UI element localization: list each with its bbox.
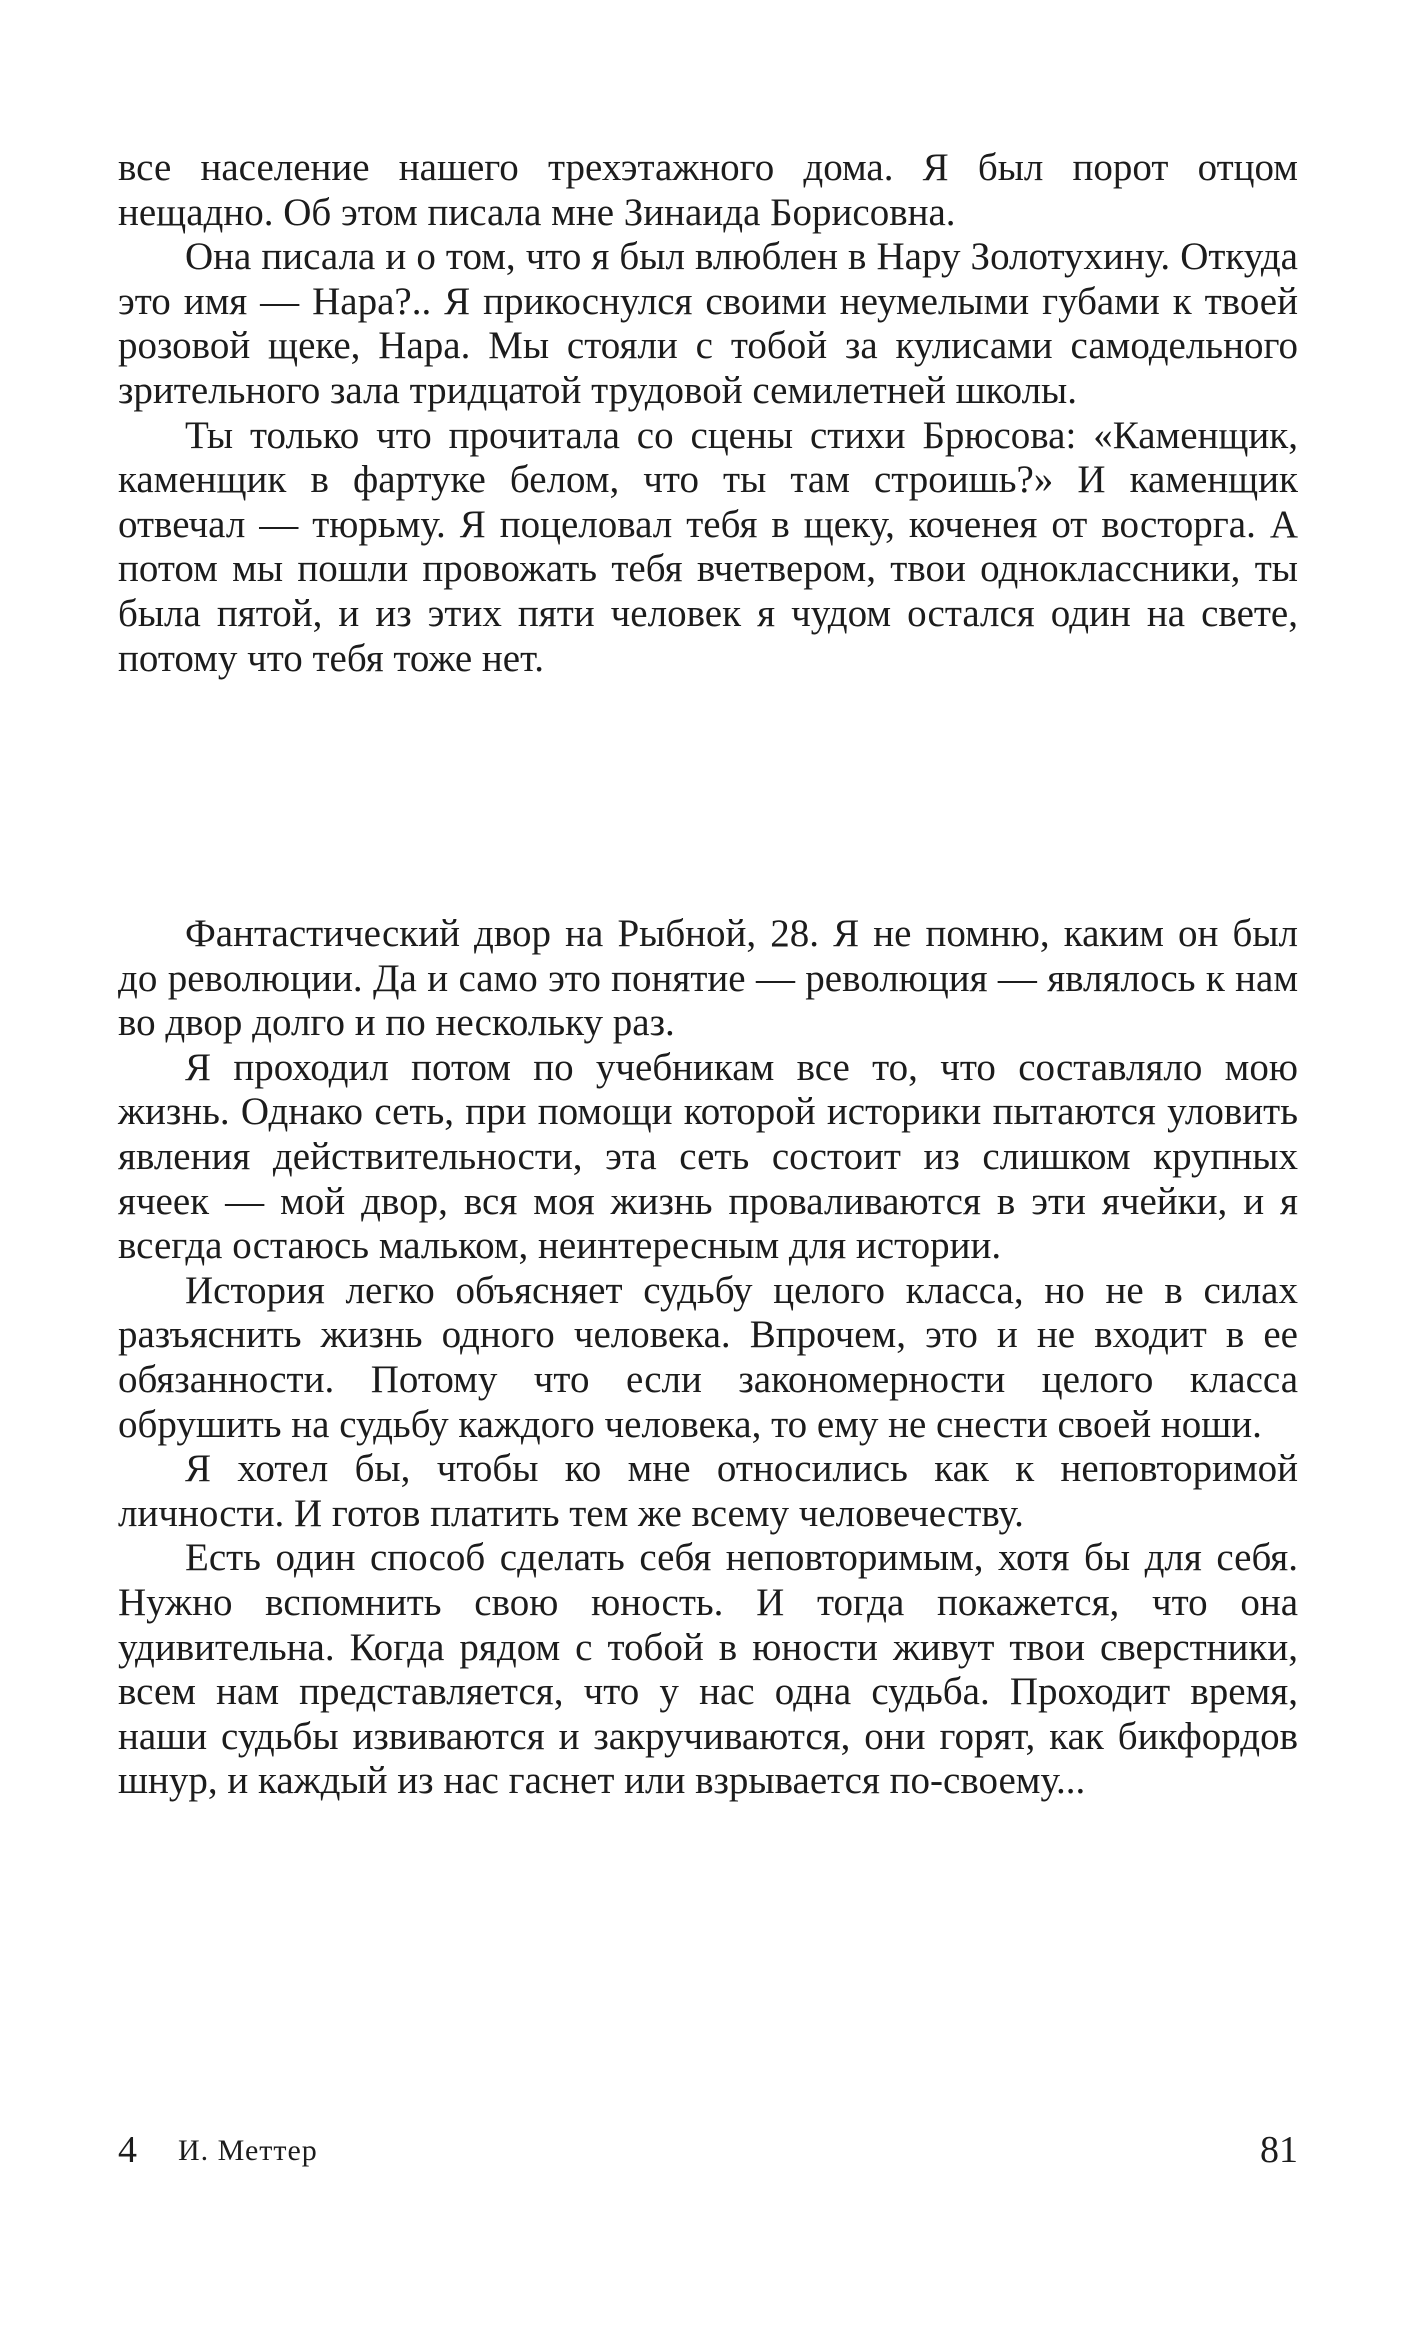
paragraph: История легко объясняет судьбу целого класса, но не в силах разъяснить жизнь одного человека. Впрочем, это и не входит в ее обязанности. Потому что если закономерности целого класса обрушить на судьбу каждого человека, то ему не снести своей ноши.: [118, 1268, 1298, 1446]
paragraph: Я проходил потом по учебникам все то, что составляло мою жизнь. Однако сеть, при помощи которой историки пытаются уловить явления действительности, эта сеть состоит из слишком крупных ячеек — мой двор, вся моя жизнь проваливаются в эти ячейки, и я всегда остаюсь мальком, неинтересным для истории.: [118, 1045, 1298, 1268]
paragraph: Я хотел бы, чтобы ко мне относились как к неповторимой личности. И готов платить тем же всему человечеству.: [118, 1447, 1298, 1535]
paragraph: Есть один способ сделать себя неповторимым, хотя бы для себя. Нужно вспомнить свою юность. И тогда покажется, что она удивительна. Когда рядом с тобой в юности живут твои сверстники, всем нам представляется, что у нас одна судьба. Проходит время, наши судьбы извиваются и закручиваются, они горят, как бикфордов шнур, и каждый из нас гаснет или взрывается по-своему...: [118, 1536, 1298, 1803]
signature-author: И. Меттер: [178, 2134, 318, 2167]
paragraph: Фантастический двор на Рыбной, 28. Я не помню, каким он был до революции. Да и само это понятие — революция — являлось к нам во двор долго и по нескольку раз.: [118, 912, 1298, 1045]
paragraph: Она писала и о том, что я был влюблен в Нару Золотухину. Откуда это имя — Нара?.. Я прикоснулся своими неумелыми губами к твоей розовой щеке, Нара. Мы стояли с тобой за кулисами самодельного зрительного зала тридцатой трудовой семилетней школы.: [118, 235, 1298, 412]
text-section-2: [118, 912, 1298, 1804]
paragraph: все население нашего трехэтажного дома. Я был порот отцом нещадно. Об этом писала мне Зинаида Борисовна.: [118, 146, 1298, 234]
paragraph: Ты только что прочитала со сцены стихи Брюсова: «Каменщик, каменщик в фартуке белом, что ты там строишь?» И каменщик отвечал — тюрьму. Я поцеловал тебя в щеку, коченея от восторга. А потом мы пошли провожать тебя вчетвером, твои одноклассники, ты была пятой, и из этих пяти человек я чудом остался один на свете, потому что тебя тоже нет.: [118, 413, 1298, 680]
signature-number: 4: [118, 2129, 137, 2171]
page-footer: [118, 2128, 1298, 2178]
text-section-1: [118, 146, 1298, 681]
page-number: 81: [1260, 2129, 1298, 2171]
